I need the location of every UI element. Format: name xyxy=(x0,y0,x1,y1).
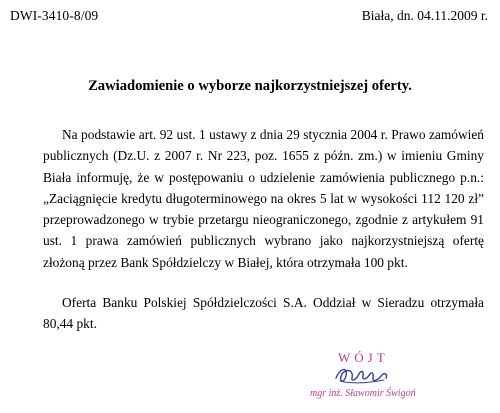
handwritten-signature-icon xyxy=(332,362,392,388)
paragraph-1-text: Na podstawie art. 92 ust. 1 ustawy z dnia 29 stycznia 2004 r. Prawo zamówień publicznych (Dz.U. z 2007 r. Nr 223, poz. 1655 z późn. zm.) w imieniu Gminy Biała informuję, że w postępowaniu o udzielenie zamówienia publicznego p.n.: „Zaciągnięcie kredytu długoterminowego na okres 5 lat w wysokości 112 120 zł” przeprowadzonego w trybie przetargu nieograniczonego, zgodnie z artykułem 91 ust. 1 prawa zamówień publicznych wybrano jako najkorzystniejszą ofertę złożoną przez Bank Spółdzielczy w Białej, która otrzymała 100 pkt. xyxy=(43,127,484,270)
signature-stamp xyxy=(300,350,490,410)
reference-number: DWI-3410-8/09 xyxy=(10,8,99,23)
place-and-date: Biała, dn. 04.11.2009 r. xyxy=(361,8,488,23)
stamp-name: mgr inż. Sławomir Świgoń xyxy=(310,388,416,399)
body-paragraph-2 xyxy=(43,292,484,335)
paragraph-2-text: Oferta Banku Polskiej Spółdzielczości S.A. Oddział w Sieradzu otrzymała 80,44 pkt. xyxy=(43,295,484,332)
stamp-title: WÓJT xyxy=(338,350,389,365)
document-title: Zawiadomienie o wyborze najkorzystniejszej oferty. xyxy=(88,78,412,94)
body-paragraph-1 xyxy=(43,124,484,273)
